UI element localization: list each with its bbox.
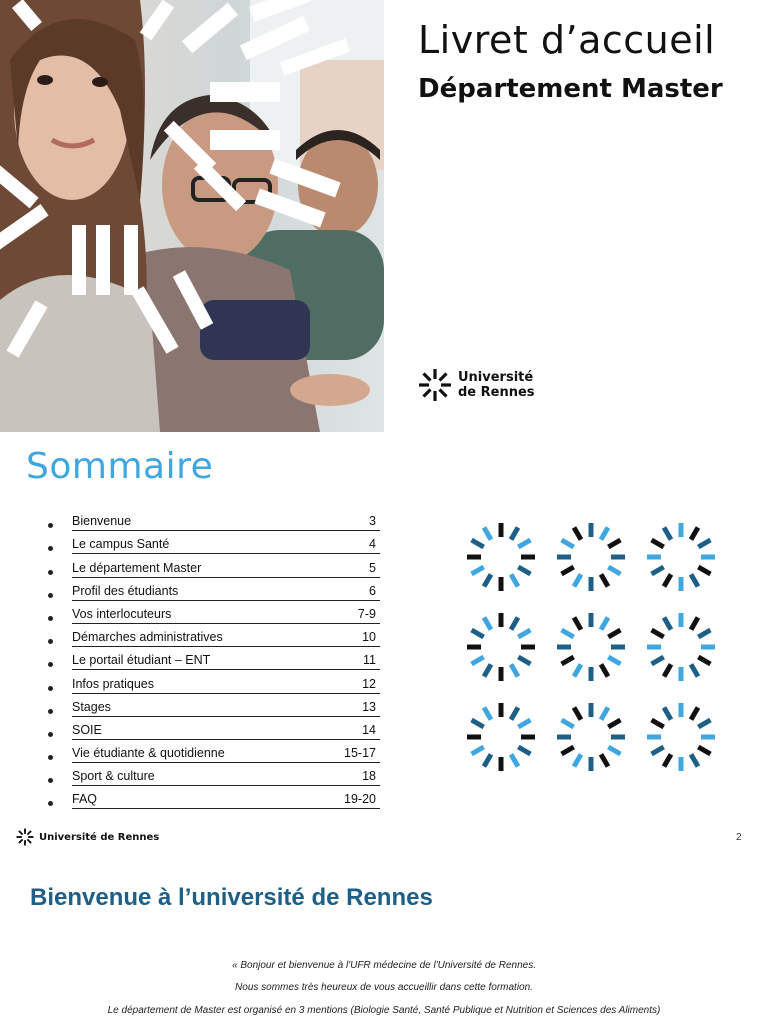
table-of-contents [48,508,380,809]
toc-item-label[interactable]: Démarches administratives [72,630,223,645]
toc-item-label[interactable]: Bienvenue [72,514,132,529]
toc-item-page: 18 [362,769,376,784]
bullet-icon [48,570,53,575]
bullet-icon [48,755,53,760]
toc-item-page: 13 [362,699,376,714]
bullet-icon [48,662,53,667]
toc-item-page: 10 [362,630,376,645]
hero-photo [0,0,384,432]
toc-item-page: 12 [362,676,376,691]
toc-item[interactable] [48,786,380,809]
ur-star-logo-icon [418,368,452,402]
document-subtitle: Département Master [418,74,723,104]
bullet-icon [48,709,53,714]
toc-item-page: 14 [362,722,376,737]
toc-item-label[interactable]: Le département Master [72,560,202,575]
toc-item-label[interactable]: Profil des étudiants [72,583,179,598]
toc-item-label[interactable]: Vos interlocuteurs [72,606,172,621]
welcome-paragraph: Le département de Master est organisé en 3 mentions (Biologie Santé, Santé Publique et Nutrition et Sciences des Aliments) [107,1005,661,1016]
ur-star-logo-icon [16,828,34,846]
toc-item[interactable] [48,763,380,786]
university-logo-text: Université de Rennes [458,370,535,400]
bullet-icon [48,523,53,528]
university-logo [418,368,548,402]
footer-logo [16,828,159,846]
pattern-star [467,613,535,681]
toc-item-page: 7-9 [357,606,376,621]
toc-item-page: 6 [369,583,376,598]
toc-item[interactable] [48,531,380,554]
toc-item-page: 15-17 [344,746,376,761]
toc-item-page: 11 [363,653,376,668]
toc-item-label[interactable]: Sport & culture [72,769,155,784]
toc-item[interactable] [48,717,380,740]
pattern-star [647,613,715,681]
toc-item[interactable] [48,601,380,624]
bullet-icon [48,593,53,598]
pattern-star [557,613,625,681]
bullet-icon [48,686,53,691]
toc-item-label[interactable]: Stages [72,699,111,714]
toc-item[interactable] [48,578,380,601]
toc-item[interactable] [48,508,380,531]
toc-item-page: 5 [369,560,376,575]
toc-item-page: 4 [369,537,376,552]
bullet-icon [48,616,53,621]
students-photo-illustration [0,0,384,432]
toc-item[interactable] [48,624,380,647]
document-title: Livret d’accueil [418,18,716,62]
bullet-icon [48,732,53,737]
welcome-heading: Bienvenue à l’université de Rennes [30,884,433,911]
bullet-icon [48,801,53,806]
pattern-star [557,703,625,771]
pattern-star [467,703,535,771]
decorative-star-pattern [456,512,726,782]
toc-item[interactable] [48,670,380,693]
toc-item[interactable] [48,554,380,577]
toc-item-label[interactable]: Le campus Santé [72,537,170,552]
pattern-star [467,523,535,591]
page-number: 2 [736,832,742,843]
pattern-star [647,523,715,591]
toc-item-label[interactable]: Le portail étudiant – ENT [72,653,211,668]
toc-item-page: 3 [369,514,376,529]
pattern-star [647,703,715,771]
toc-item-label[interactable]: Infos pratiques [72,676,154,691]
welcome-paragraph: Nous sommes très heureux de vous accueillir dans cette formation. [235,982,533,993]
toc-item-page: 19-20 [344,792,376,807]
toc-item[interactable] [48,694,380,717]
toc-item[interactable] [48,647,380,670]
bullet-icon [48,639,53,644]
sommaire-heading: Sommaire [26,446,214,487]
toc-item-label[interactable]: FAQ [72,792,98,807]
bullet-icon [48,546,53,551]
welcome-paragraph: « Bonjour et bienvenue à l'UFR médecine de l'Université de Rennes. [232,960,536,971]
toc-item-label[interactable]: Vie étudiante & quotidienne [72,746,225,761]
pattern-star [557,523,625,591]
bullet-icon [48,778,53,783]
toc-item-label[interactable]: SOIE [72,722,102,737]
footer-logo-text: Université de Rennes [39,831,160,843]
toc-item[interactable] [48,740,380,763]
